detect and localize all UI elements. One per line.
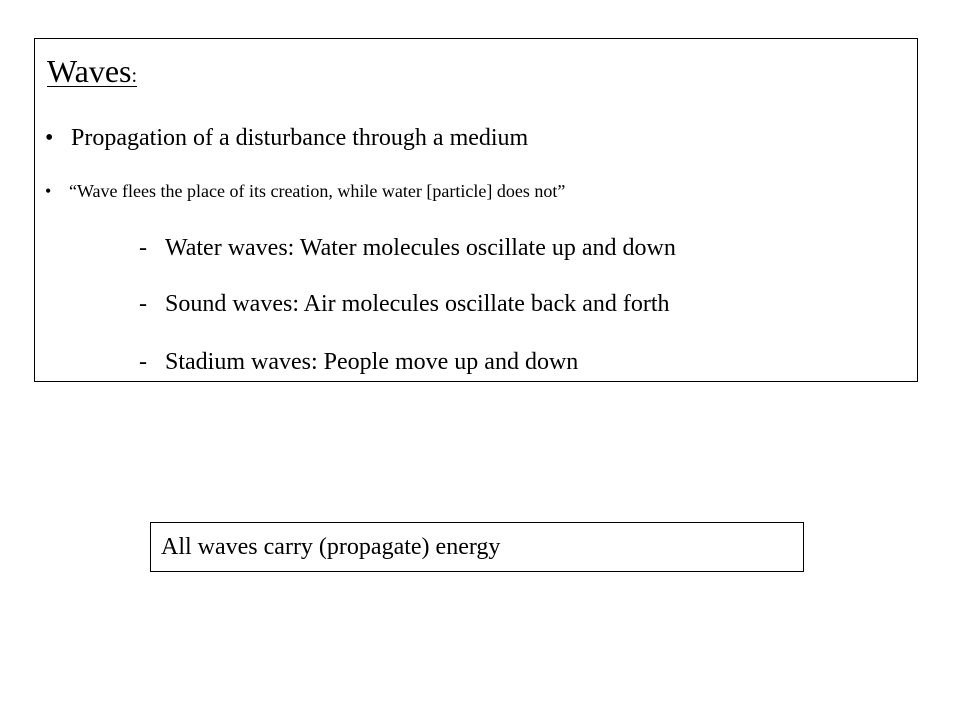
conclusion-box: [150, 522, 804, 572]
example-text: Sound waves: Air molecules oscillate back and forth: [165, 291, 670, 317]
slide-title: [47, 51, 137, 96]
example-stadium-waves: [139, 347, 578, 377]
bullet-marker: •: [45, 125, 54, 151]
example-text: Water waves: Water molecules oscillate up and down: [165, 235, 676, 261]
dash-marker: -: [139, 349, 147, 375]
dash-marker: -: [139, 291, 147, 317]
bullet-quote: [45, 179, 565, 203]
example-sound-waves: [139, 289, 670, 319]
title-colon: :: [131, 65, 138, 87]
bullet-propagation: [45, 123, 528, 153]
conclusion-text: All waves carry (propagate) energy: [161, 534, 501, 560]
example-text: Stadium waves: People move up and down: [165, 349, 579, 375]
example-water-waves: [139, 233, 676, 263]
title-word: Waves: [47, 53, 132, 89]
dash-marker: -: [139, 235, 147, 261]
bullet-text: “Wave flees the place of its creation, while water [particle] does not”: [69, 181, 566, 201]
definition-box: [34, 38, 918, 382]
bullet-marker: •: [45, 181, 52, 201]
bullet-text: Propagation of a disturbance through a medium: [71, 125, 529, 151]
